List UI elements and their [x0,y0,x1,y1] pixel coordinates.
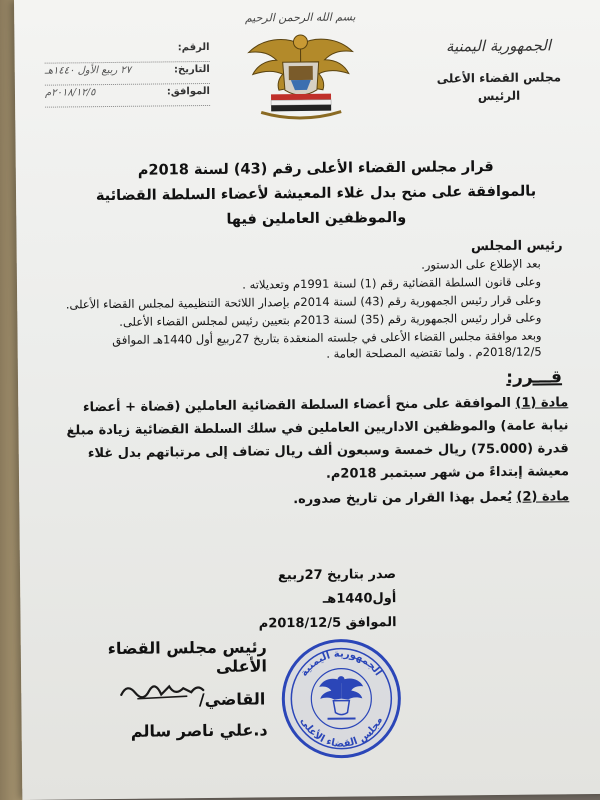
date-row [45,64,210,86]
preamble-clause-5: وبعد موافقة مجلس القضاء الأعلى في جلسته المنعقدة بتاريخ 27ربيع أول 1440هـ الموافق 2018/12/5م . ولما تقتضيه المصلحة العامة . [112,328,542,361]
signatory-judge-label: القاضي/ [198,689,266,710]
handwritten-signature [117,674,207,709]
council-name: مجلس القضاء الأعلى [436,70,562,86]
preamble-clause-3: وعلى قرار رئيس الجمهورية رقم (43) لسنة 2014م بإصدار اللائحة التنظيمية لمجلس القضاء الأعلى. [65,292,542,312]
corresponding-date-label: الموافق: [166,85,211,98]
title-line-3: والموظفين العاملين فيها [226,209,407,228]
issued-corresponding-date: الموافق 2018/12/5م [258,615,397,632]
ref-number-row [44,42,209,64]
decision-body [57,238,570,513]
date-value: ٢٧ ربيع الأول ١٤٤٠هـ [44,64,132,77]
decided-heading: قـــرر: [506,367,563,388]
stamp-bottom-text: مجلس القضاء الأعلى [297,715,386,750]
yemen-emblem-icon [240,27,361,124]
preamble [57,255,542,364]
article-1 [58,391,569,488]
basmala: بسم الله الرحمن الرحيم [244,10,356,25]
preamble-clause-2: وعلى قانون السلطة القضائية رقم (1) لسنة 1991م وتعديلاته . [242,274,542,292]
article-1-text: الموافقة على منح أعضاء السلطة القضائية العاملين (قضاة + أعضاء نيابة عامة) والموظفين الاداريين العاملين في سلك السلطة القضائية زيادة مبلغ قدرة (75.000) ريال خمسة وسبعون ألف ريال تضاف إلى مرتباتهم بدل غلاء معيشة إبتداءً من شهر سبتمبر 2018م. [66,395,570,482]
letterhead-center [240,10,361,124]
preamble-clause-1: بعد الإطلاع على الدستور. [421,256,541,272]
stamp-top-text: الجمهورية اليمنية [298,648,384,679]
title-line-1: قرار مجلس القضاء الأعلى رقم (43) لسنة 2018م [137,158,494,179]
corresponding-date-value: ٢٠١٨/١٢/٥م [44,87,96,99]
republic-name: الجمهورية اليمنية [445,36,552,56]
preamble-clause-4: وعلى قرار رئيس الجمهورية رقم (35) لسنة 2013م بتعيين رئيس لمجلس القضاء الأعلى. [119,310,542,329]
reference-fields [44,42,210,110]
decision-document [14,0,600,800]
ref-number-label: الرقم: [177,41,210,54]
date-label: التاريخ: [173,63,210,76]
article-2-text: يُعمل بهذا القرار من تاريخ صدوره. [293,489,513,508]
corresponding-date-row [45,86,210,108]
signatory-name: د.علي ناصر سالم [130,720,268,741]
article-2 [59,485,569,513]
decision-title [56,154,577,234]
article-1-number: مادة (1) [515,395,569,411]
letterhead-issuer [428,36,569,103]
title-line-2: بالموافقة على منح بدل غلاء المعيشة لأعضاء السلطة القضائية [95,183,537,205]
addressee: رئيس المجلس [470,238,563,255]
president-label: الرئيس [477,88,521,104]
issued-block [216,563,397,637]
issued-date: صدر بتاريخ 27ربيع أول1440هـ [277,567,397,607]
article-2-number: مادة (2) [516,489,570,505]
signatory-title: رئيس مجلس القضاء الأعلى [107,637,268,676]
official-stamp [279,636,404,765]
